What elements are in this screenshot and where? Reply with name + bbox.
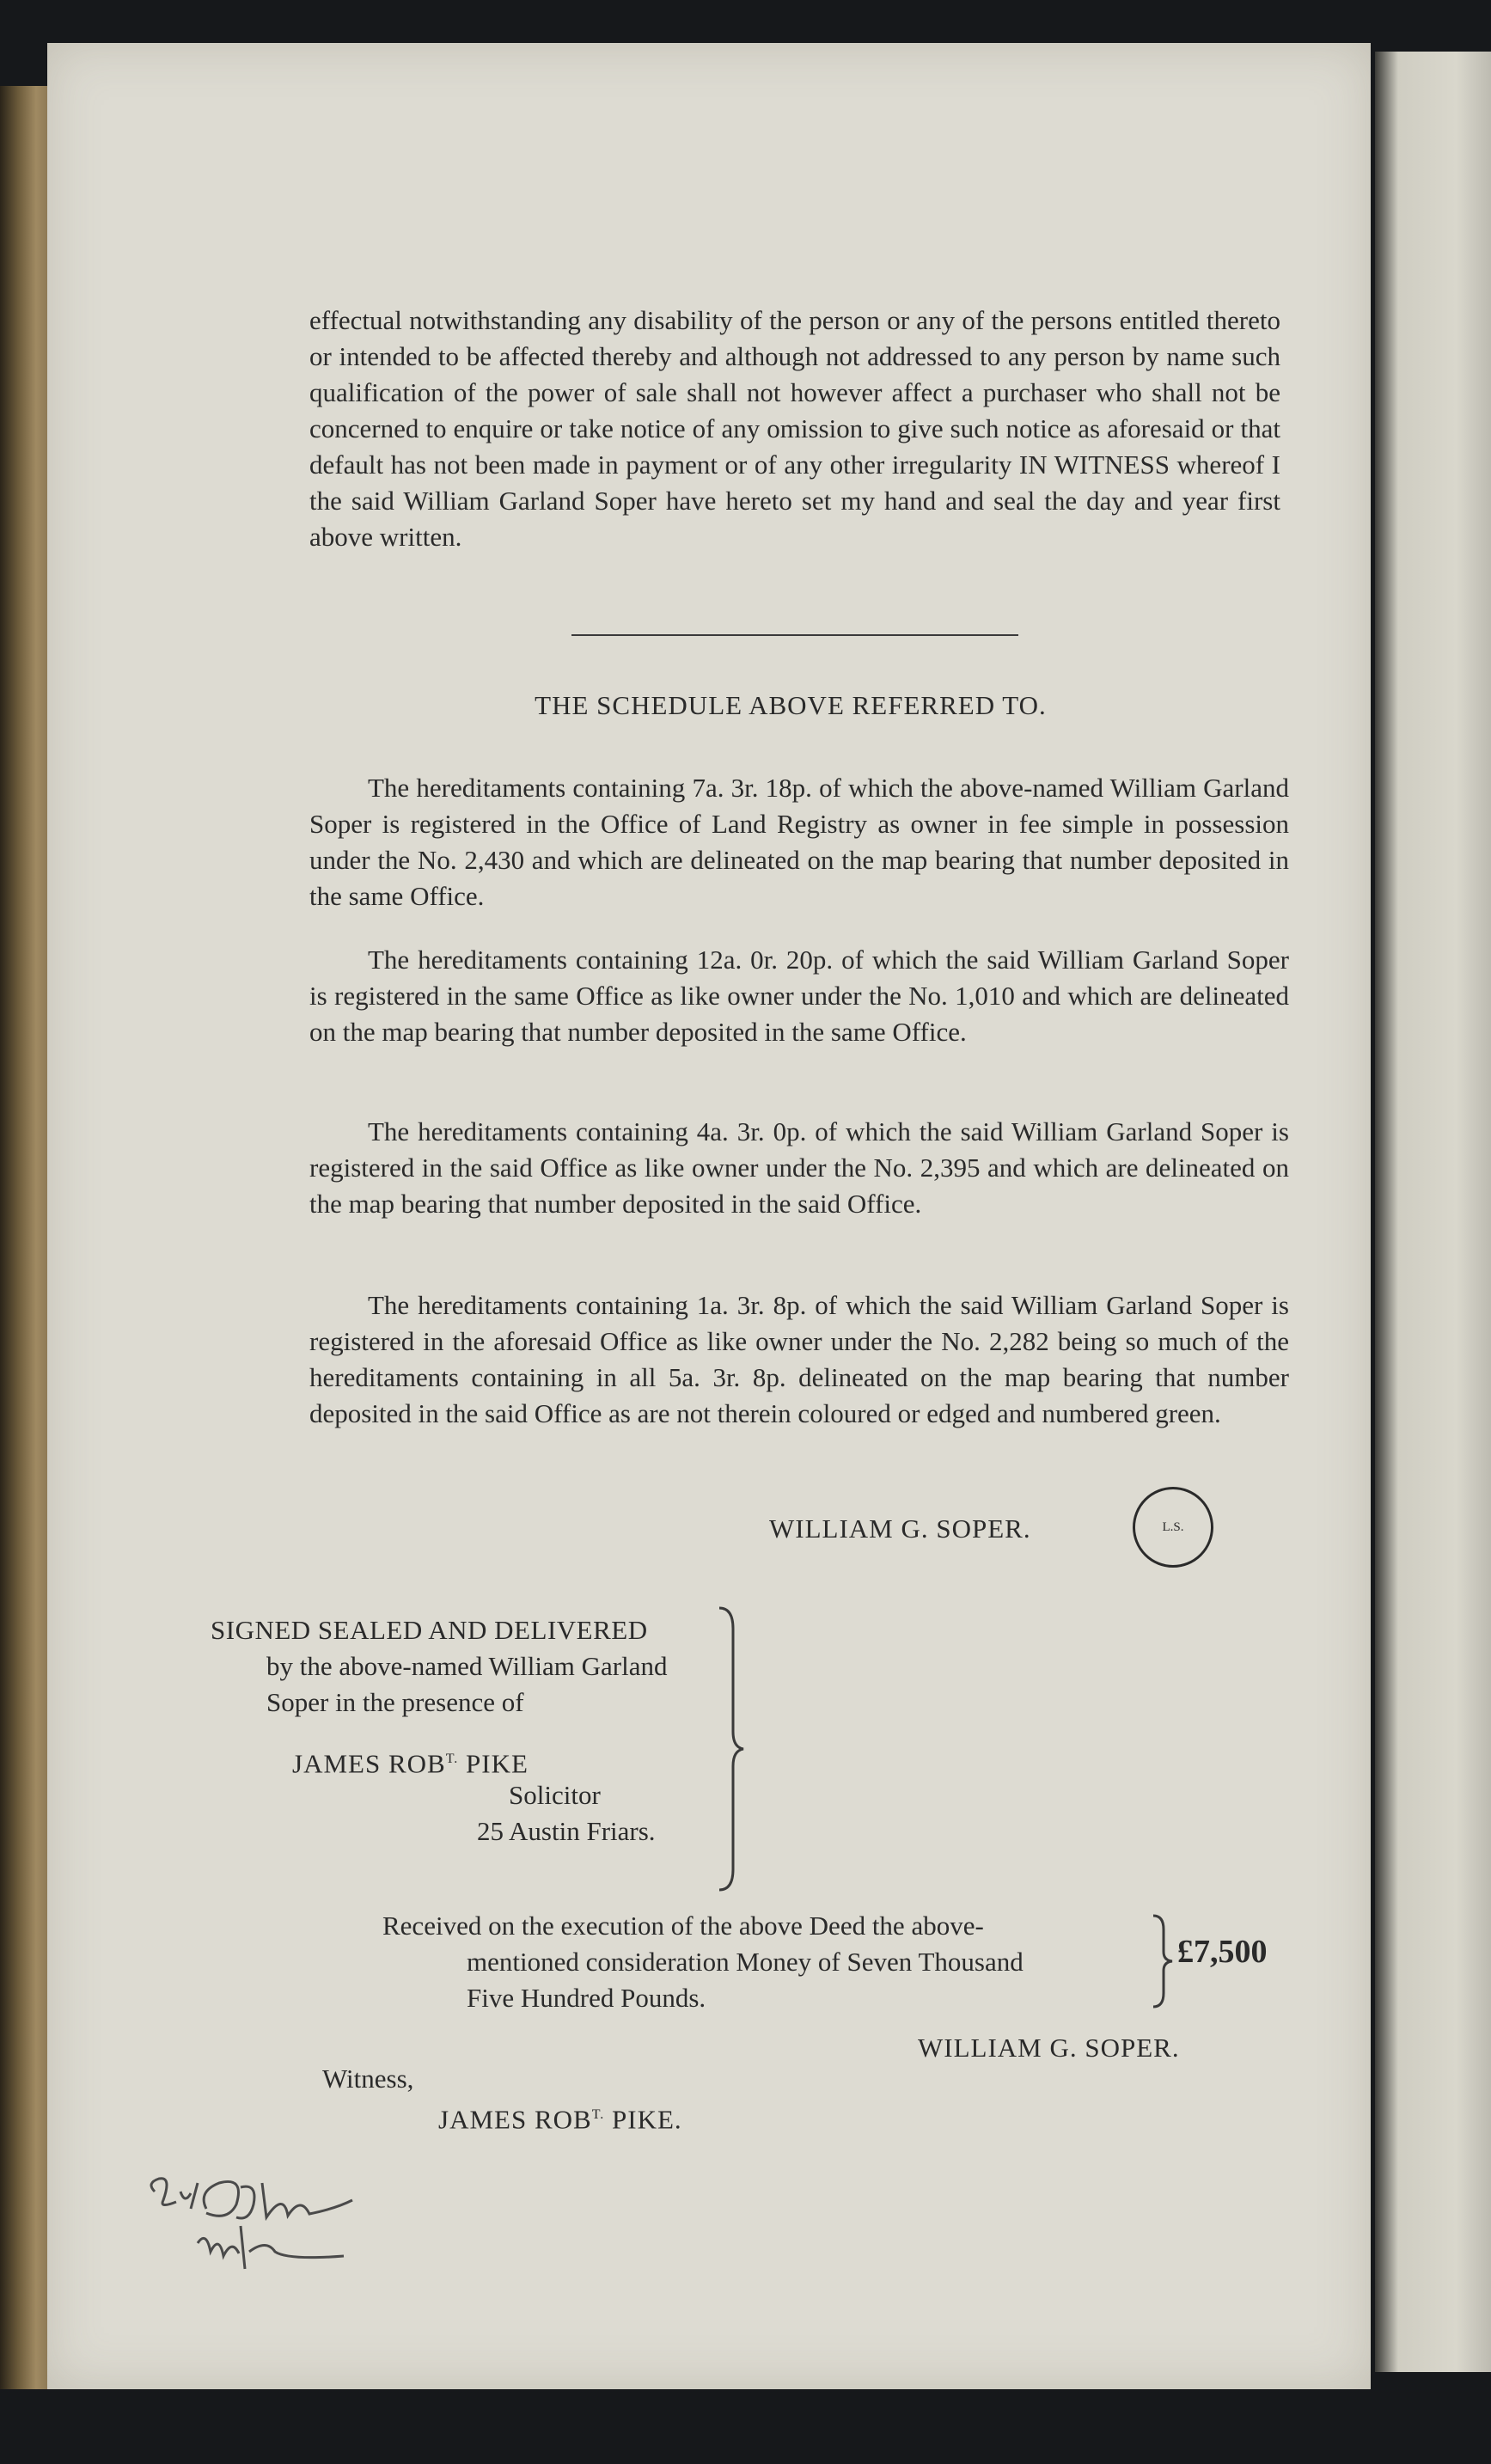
attestation-brace [718, 1603, 752, 1895]
schedule-paragraph-3 [309, 1114, 1289, 1222]
witness-name-sup: T. [445, 1752, 459, 1766]
schedule-text: The hereditaments containing 12a. 0r. 20p. of which the said William Garland Soper is registered in the same Office as like owner under the No. 1,010 and which are delineated on the map bearing that number deposited in the same Office. [309, 945, 1289, 1047]
receipt-witness-name-end: PIKE. [604, 2104, 682, 2135]
witness-name-end: PIKE [458, 1748, 529, 1779]
schedule-text: The hereditaments containing 7a. 3r. 18p. of which the above-named William Garland Soper is registered in the Office of Land Registry as owner in fee simple in possession under the No. 2,430 and which are delineated on the map bearing that number deposited in the same Office. [309, 773, 1289, 911]
section-divider [571, 634, 1018, 636]
facing-page-edge [1375, 52, 1491, 2372]
receipt-line-1: Received on the execution of the above Deed the above- [382, 1911, 984, 1941]
attestation-line-3: Soper in the presence of [266, 1687, 524, 1717]
receipt-witness-label: Witness, [322, 2064, 414, 2094]
handwritten-initials [137, 2157, 378, 2295]
receipt-line-3: Five Hundred Pounds. [467, 1983, 706, 2013]
schedule-text: The hereditaments containing 1a. 3r. 8p. of which the said William Garland Soper is registered in the aforesaid Office as like owner under the No. 2,282 being so much of the hereditaments containing in all 5a. 3r. 8p. delineated on the map bearing that number deposited in the said Office as are not therein coloured or edged and numbered green. [309, 1290, 1289, 1428]
attestation-witness-address: 25 Austin Friars. [477, 1816, 656, 1846]
receipt-line-2: mentioned consideration Money of Seven Thousand [467, 1947, 1024, 1977]
schedule-text: The hereditaments containing 4a. 3r. 0p. of which the said William Garland Soper is registered in the said Office as like owner under the No. 2,395 and which are delineated on the map bearing that number deposited in the said Office. [309, 1116, 1289, 1219]
seal-circle [1133, 1487, 1213, 1568]
schedule-paragraph-2 [309, 942, 1289, 1050]
intro-paragraph: effectual notwithstanding any disability of the person or any of the persons entitled thereto or intended to be affected thereby and although not addressed to any person by name such qualification of the power of sale shall not however affect a purchaser who shall not be concerned to enquire or take notice of any omission to give such notice as aforesaid or that default has not been made in payment or of any other irregularity IN WITNESS whereof I the said William Garland Soper have hereto set my hand and seal the day and year first above written. [309, 305, 1280, 552]
receipt-amount: £7,500 [1177, 1934, 1268, 1970]
receipt-witness-sup: T. [591, 2107, 605, 2122]
receipt-witness-name [438, 2097, 682, 2137]
receipt-witness-name-part: JAMES ROB [438, 2104, 592, 2135]
receipt-signature: WILLIAM G. SOPER. [918, 2033, 1180, 2063]
witness-name-part: JAMES ROB [292, 1748, 446, 1779]
attestation-line-1: SIGNED SEALED AND DELIVERED [211, 1615, 648, 1645]
receipt-brace [1152, 1912, 1177, 2011]
attestation-line-2: by the above-named William Garland [266, 1651, 668, 1681]
signature-name: WILLIAM G. SOPER. [769, 1513, 1031, 1544]
attestation-witness-title: Solicitor [509, 1780, 601, 1810]
attestation-witness-name [292, 1741, 529, 1782]
schedule-heading: THE SCHEDULE ABOVE REFERRED TO. [535, 690, 1047, 720]
schedule-paragraph-4 [309, 1287, 1289, 1432]
schedule-paragraph-1 [309, 770, 1289, 914]
seal-label: L.S. [1162, 1519, 1184, 1534]
